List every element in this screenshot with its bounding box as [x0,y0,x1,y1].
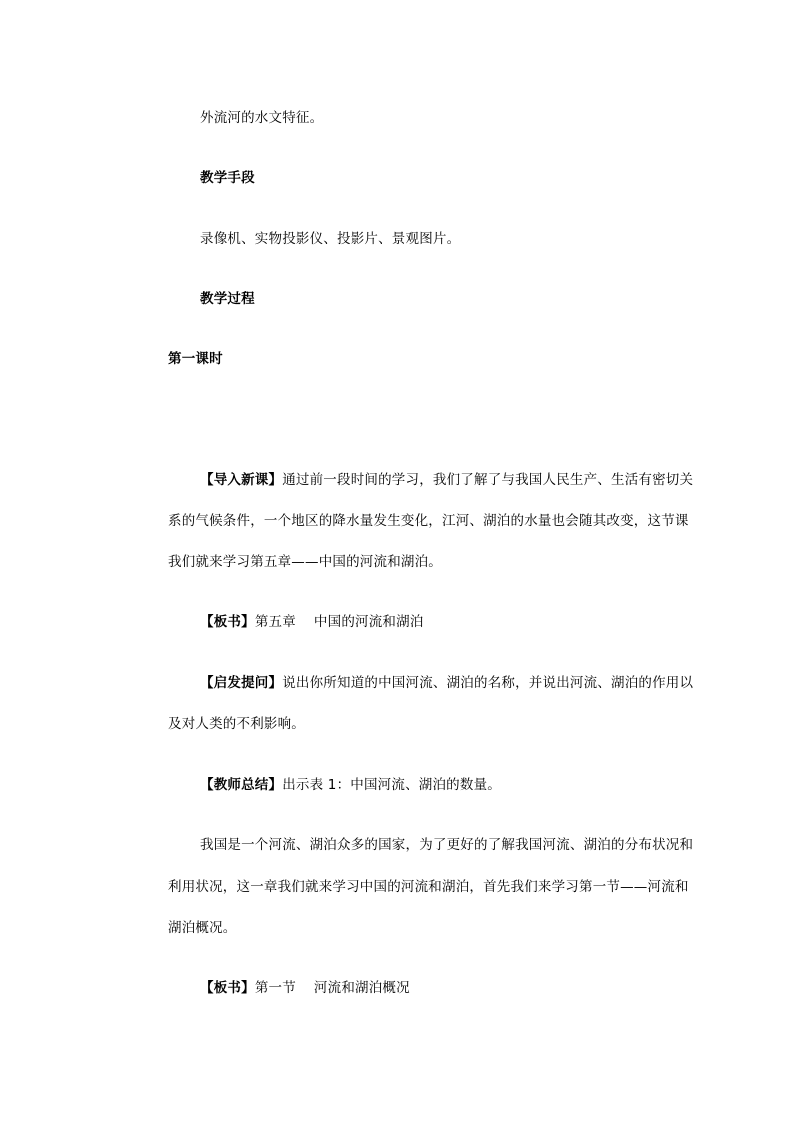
text-line [200,674,693,692]
text-line [168,553,442,571]
lesson-heading [168,350,223,368]
paragraph-text: 利用状况，这一章我们就来学习中国的河流和湖泊，首先我们来学习第一节——河流和 [168,879,689,895]
text-line [200,613,424,631]
board-text: 第五章 [254,614,296,630]
text-line [200,979,410,997]
paragraph-text: 我国是一个河流、湖泊众多的国家，为了更好的了解我国河流、湖泊的分布状况和 [200,837,694,853]
board-tag: 【板书】 [200,614,255,630]
heading-text: 第一课时 [168,351,223,367]
board-text: 第一节 [254,980,296,996]
summary-tag: 【教师总结】 [200,777,283,793]
paragraph-text: 出示表 1：中国河流、湖泊的数量。 [282,777,501,793]
paragraph-text: 我们就来学习第五章——中国的河流和湖泊。 [168,554,442,570]
paragraph-text: 及对人类的不利影响。 [168,716,305,732]
text-line [168,919,237,937]
text-line [200,230,460,248]
paragraph-text: 系的气候条件，一个地区的降水量发生变化，江河、湖泊的水量也会随其改变，这节课 [168,513,689,529]
heading-text: 教学手段 [200,170,255,186]
section-heading-teaching-means [200,169,255,187]
board-text: 河流和湖泊概况 [313,980,410,996]
text-line [168,878,689,896]
paragraph-text: 说出你所知道的中国河流、湖泊的名称，并说出河流、湖泊的作用以 [282,675,694,691]
text-line [168,715,305,733]
heading-text: 教学过程 [200,291,255,307]
paragraph-text: 录像机、实物投影仪、投影片、景观图片。 [200,231,461,247]
section-heading-teaching-process [200,290,255,308]
text-line [200,776,501,794]
board-text: 中国的河流和湖泊 [313,614,424,630]
paragraph-text: 外流河的水文特征。 [200,110,324,126]
paragraph-text: 湖泊概况。 [168,920,237,936]
intro-tag: 【导入新课】 [200,472,283,488]
paragraph-text: 通过前一段时间的学习，我们了解了与我国人民生产、生活有密切关 [282,472,694,488]
text-line [200,836,693,854]
text-line [200,471,693,489]
text-line [200,109,323,127]
board-tag: 【板书】 [200,980,255,996]
question-tag: 【启发提问】 [200,675,283,691]
text-line [168,512,689,530]
